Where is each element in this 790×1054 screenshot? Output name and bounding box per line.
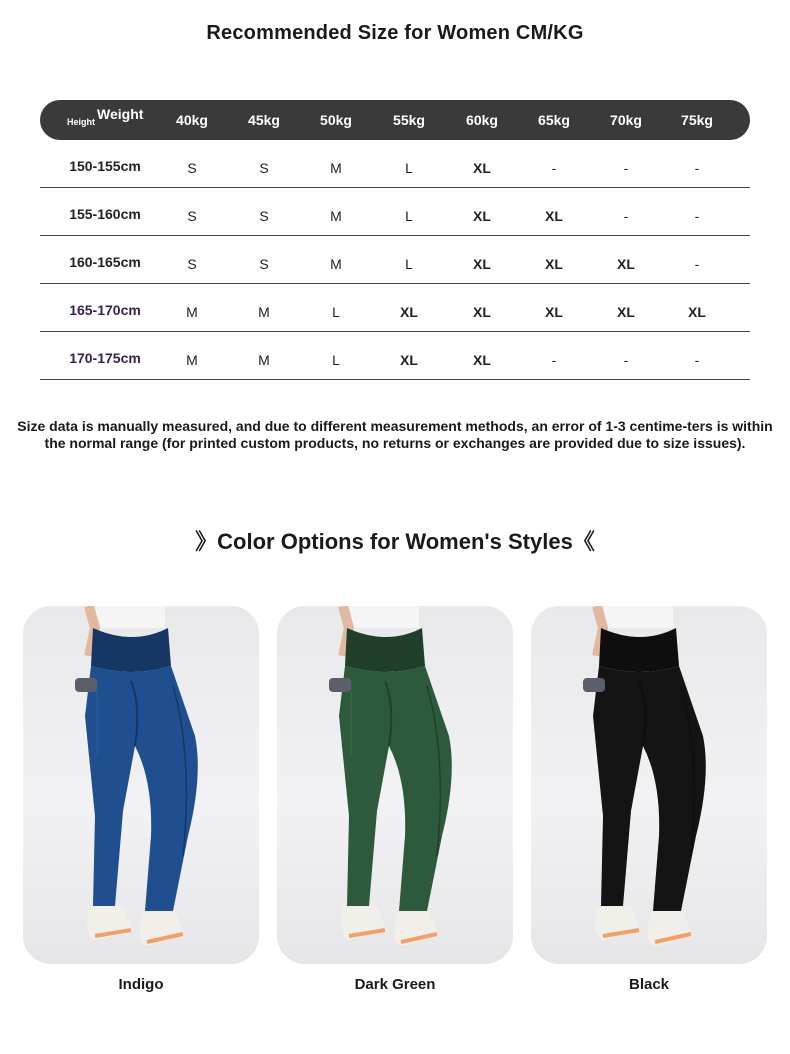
height-row-label: 165-170cm <box>69 302 141 318</box>
color-option-label: Indigo <box>118 976 164 993</box>
size-cell: L <box>332 352 340 368</box>
size-cell: XL <box>545 304 563 320</box>
weight-column-header: 50kg <box>320 112 352 128</box>
size-cell: S <box>187 208 197 224</box>
size-cell: XL <box>545 256 563 272</box>
height-axis-label: Height <box>67 117 95 127</box>
size-cell: XL <box>473 352 491 368</box>
weight-column-header: 45kg <box>248 112 280 128</box>
weight-column-header: 40kg <box>176 112 208 128</box>
weight-column-header: 65kg <box>538 112 570 128</box>
size-cell: S <box>187 160 197 176</box>
height-row-label: 160-165cm <box>69 254 141 270</box>
leggings-illustration <box>531 606 767 964</box>
table-header <box>40 100 750 140</box>
weight-axis-label: Weight <box>97 106 144 122</box>
size-cell: S <box>259 256 269 272</box>
size-cell: XL <box>400 352 418 368</box>
weight-column-header: 60kg <box>466 112 498 128</box>
table-row <box>40 236 750 284</box>
color-option-image[interactable] <box>277 606 513 964</box>
size-cell: - <box>623 208 629 224</box>
size-cell: L <box>405 160 413 176</box>
size-cell: S <box>259 208 269 224</box>
size-cell: XL <box>545 208 563 224</box>
size-cell: L <box>332 304 340 320</box>
size-cell: - <box>694 160 700 176</box>
size-cell: L <box>405 256 413 272</box>
size-cell: - <box>551 352 557 368</box>
size-cell: - <box>551 160 557 176</box>
leggings-illustration <box>277 606 513 964</box>
size-cell: XL <box>400 304 418 320</box>
size-cell: - <box>694 256 700 272</box>
size-cell: XL <box>473 304 491 320</box>
color-option-image[interactable] <box>23 606 259 964</box>
height-row-label: 155-160cm <box>69 206 141 222</box>
size-cell: M <box>186 352 198 368</box>
color-section-title: 》Color Options for Women's Styles《 <box>195 529 595 554</box>
table-row <box>40 140 750 188</box>
size-cell: M <box>330 160 342 176</box>
page-title: Recommended Size for Women CM/KG <box>206 22 584 44</box>
size-cell: XL <box>688 304 706 320</box>
size-cell: - <box>623 352 629 368</box>
size-cell: L <box>405 208 413 224</box>
weight-column-header: 75kg <box>681 112 713 128</box>
size-cell: XL <box>473 208 491 224</box>
height-row-label: 170-175cm <box>69 350 141 366</box>
size-cell: M <box>330 208 342 224</box>
size-cell: XL <box>617 256 635 272</box>
size-cell: XL <box>473 160 491 176</box>
size-cell: S <box>187 256 197 272</box>
color-option-label: Dark Green <box>354 976 436 993</box>
leggings-illustration <box>23 606 259 964</box>
table-row <box>40 332 750 380</box>
size-cell: M <box>258 352 270 368</box>
size-cell: - <box>623 160 629 176</box>
weight-column-header: 55kg <box>393 112 425 128</box>
size-cell: M <box>258 304 270 320</box>
height-row-label: 150-155cm <box>69 158 141 174</box>
header-corner <box>40 100 150 140</box>
size-cell: - <box>694 352 700 368</box>
size-cell: XL <box>473 256 491 272</box>
size-cell: S <box>259 160 269 176</box>
size-cell: M <box>330 256 342 272</box>
size-cell: - <box>694 208 700 224</box>
size-cell: XL <box>617 304 635 320</box>
weight-column-header: 70kg <box>610 112 642 128</box>
size-chart-table <box>40 100 750 380</box>
color-option-label: Black <box>628 976 670 993</box>
table-row <box>40 284 750 332</box>
size-cell: M <box>186 304 198 320</box>
size-note: Size data is manually measured, and due to different measurement methods, an error of 1-3 centime-ters is within the normal range (for printed custom products, no returns or exchanges are provided due to size issues). <box>17 418 773 451</box>
color-option-image[interactable] <box>531 606 767 964</box>
table-row <box>40 188 750 236</box>
